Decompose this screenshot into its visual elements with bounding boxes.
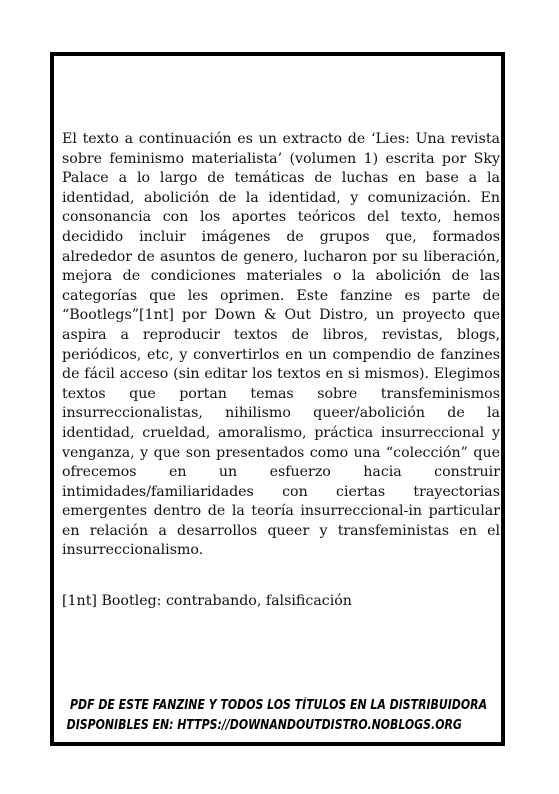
distro-footer [66,696,488,736]
page-border-frame [50,52,505,746]
footnote: [1nt] Bootleg: contrabando, falsificación [62,593,352,609]
body-paragraph: El texto a continuación es un extracto de ‘Lies: Una revista sobre feminismo materialista’ (volumen 1) escrita por Sky Palace a lo largo de temáticas de luchas en base a la identidad, abolición de la identidad, y comunización. En consonancia con los aportes teóricos del texto, hemos decidido incluir imágenes de grupos que, formados alrededor de asuntos de genero, lucharon por su liberación, mejora de condiciones materiales o la abolición de las categorías que les oprimen. Este fanzine es parte de “Bootlegs”[1nt] por Down & Out Distro, un proyecto que aspira a reproducir textos de libros, revistas, blogs, periódicos, etc, y convertirlos en un compendio de fanzines de fácil acceso (sin editar los textos en si mismos). Elegimos textos que portan temas sobre transfeminismos insurreccionalistas, nihilismo queer/abolición de la identidad, crueldad, amoralismo, práctica insurreccional y venganza, y que son presentados como una “colección” que ofrecemos en un esfuerzo hacia construir intimidades/familiaridades con ciertas trayectorias emergentes dentro de la teoría insurreccional-in particular en relación a desarrollos queer y transfeministas en el insurreccionalismo. [62,131,500,559]
footer-line-1: PDF DE ESTE FANZINE Y TODOS LOS TÍTULOS EN LA DISTRIBUIDORA [70,698,488,713]
footer-line-2: DISPONIBLES EN: HTTPS://DOWNANDOUTDISTRO.NOBLOGS.ORG [66,718,462,733]
